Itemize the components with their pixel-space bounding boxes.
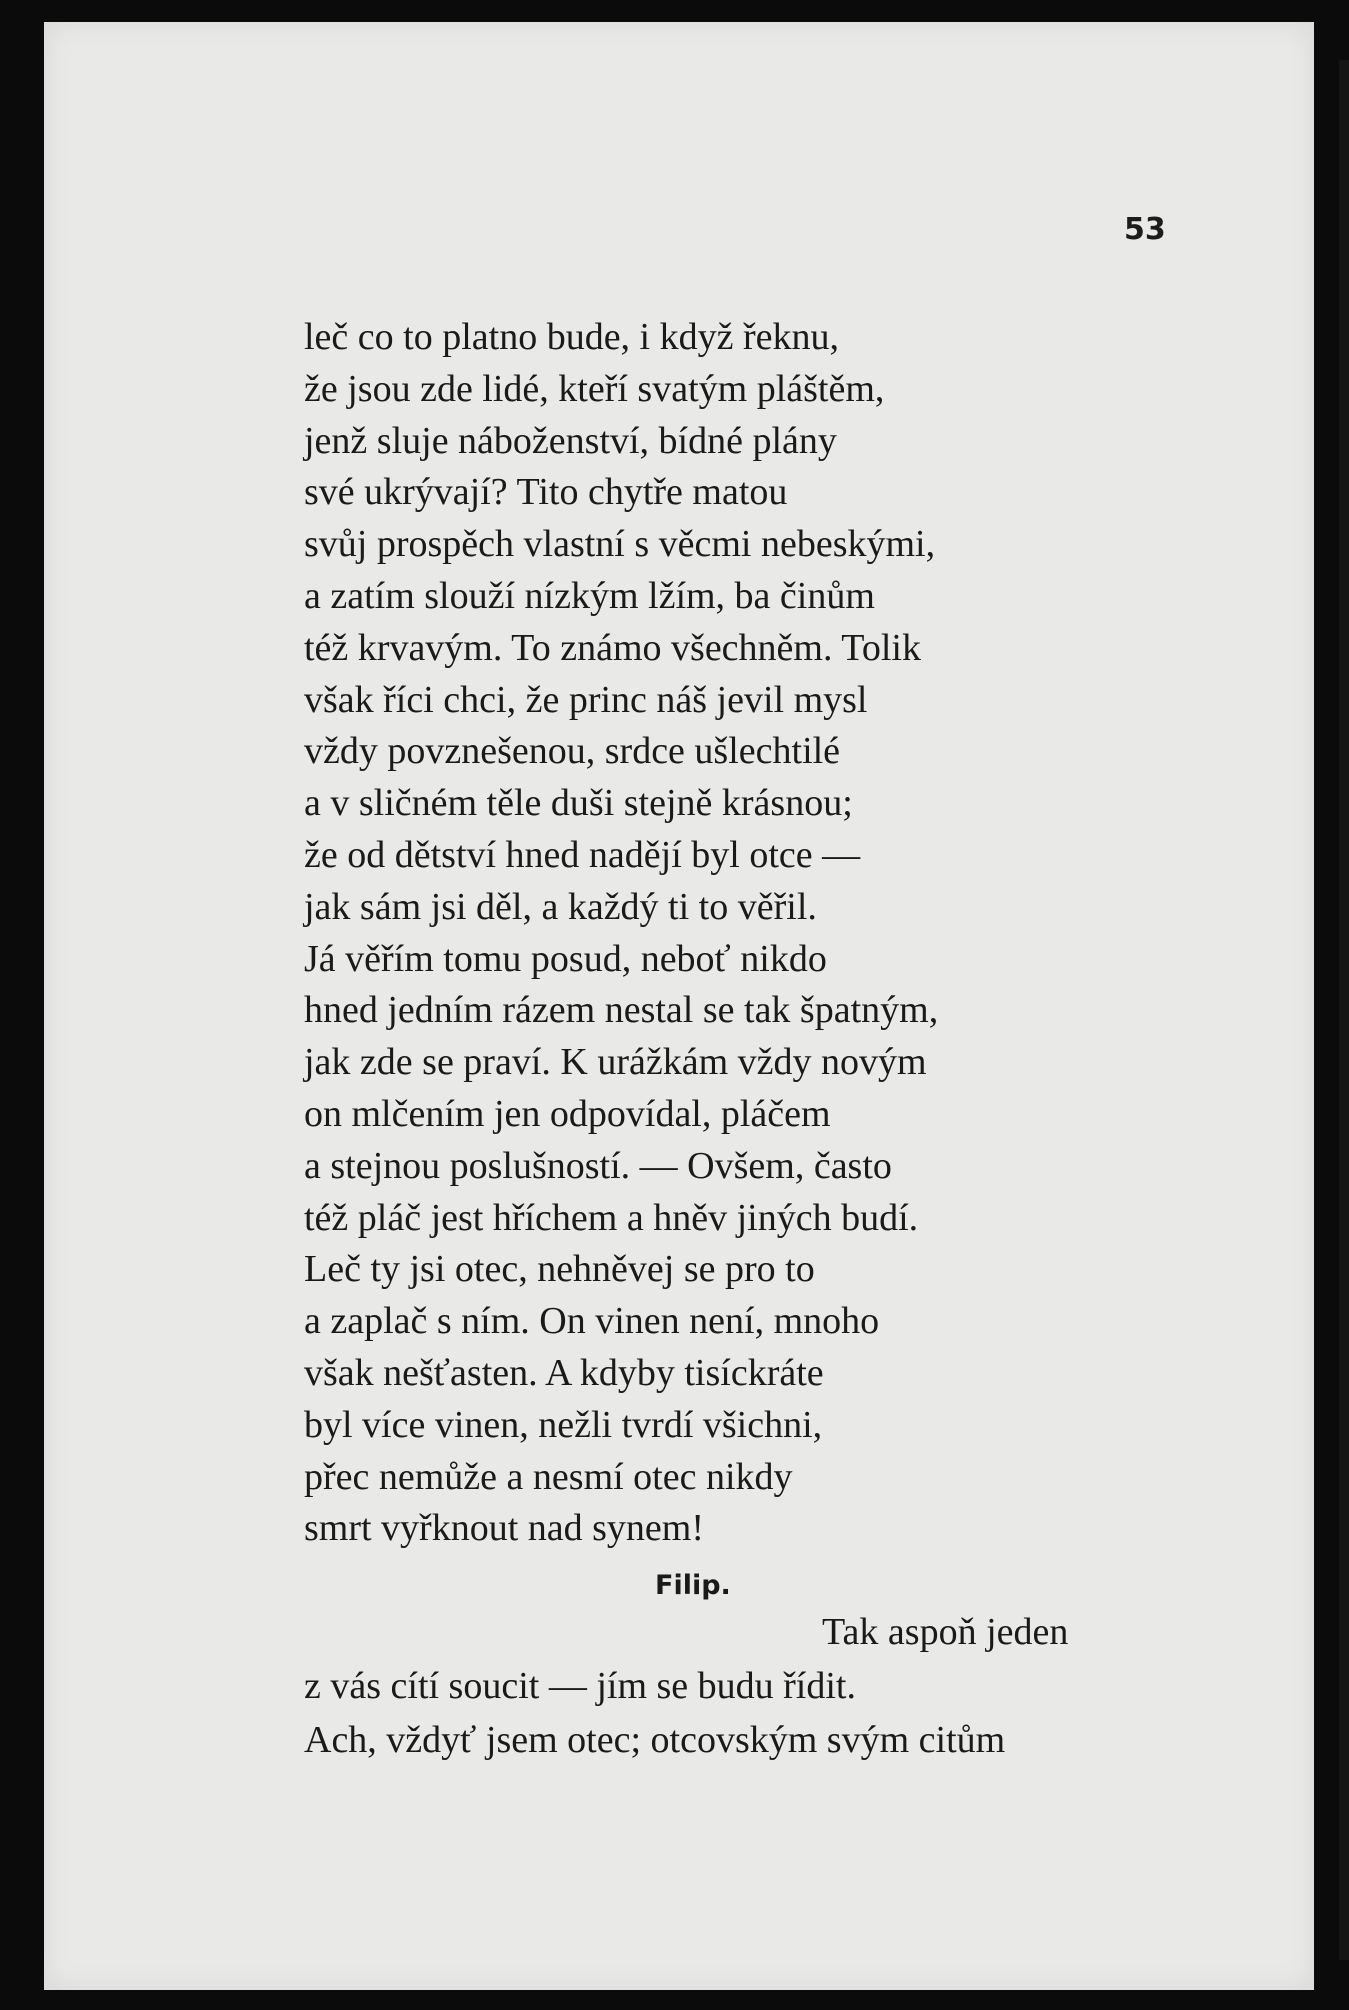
verse-line: jenž sluje náboženství, bídné plány	[304, 419, 837, 462]
verse-block	[304, 312, 938, 1555]
verse-line: jak sám jsi děl, a každý ti to věřil.	[304, 885, 817, 928]
verse-line: Leč ty jsi otec, nehněvej se pro to	[304, 1248, 815, 1291]
page-number: 53	[1124, 212, 1166, 247]
reply-block	[304, 1605, 1068, 1767]
verse-line: své ukrývají? Tito chytře matou	[304, 471, 788, 514]
verse-line: též pláč jest hříchem a hněv jiných budí.	[304, 1196, 919, 1239]
page-edge-shadow	[1339, 60, 1349, 1960]
verse-line: leč co to platno bude, i když řeknu,	[304, 316, 840, 358]
verse-line: smrt vyřknout nad synem!	[304, 1507, 705, 1550]
verse-line: však nešťasten. A kdyby tisíckráte	[304, 1351, 824, 1394]
verse-line: hned jedním rázem nestal se tak špatným,	[304, 989, 939, 1032]
verse-line: byl více vinen, nežli tvrdí všichni,	[304, 1403, 823, 1446]
verse-line: a v sličném těle duši stejně krásnou;	[304, 782, 853, 825]
verse-line: a zaplač s ním. On vinen není, mnoho	[304, 1300, 880, 1343]
verse-line: svůj prospěch vlastní s věcmi nebeskými,	[304, 523, 936, 566]
verse-line: jak zde se praví. K urážkám vždy novým	[304, 1041, 927, 1084]
reply-line: z vás cítí soucit — jím se budu řídit.	[304, 1665, 856, 1707]
verse-line: však říci chci, že princ náš jevil mysl	[304, 678, 868, 721]
reply-line: Tak aspoň jeden	[822, 1611, 1069, 1653]
verse-line: Já věřím tomu posud, neboť nikdo	[304, 937, 827, 980]
verse-line: a stejnou poslušností. — Ovšem, často	[304, 1144, 892, 1187]
verse-line: on mlčením jen odpovídal, pláčem	[304, 1092, 831, 1135]
verse-line: že jsou zde lidé, kteří svatým pláštěm,	[304, 367, 885, 410]
speaker-name: Filip.	[655, 1570, 731, 1601]
verse-line: přec nemůže a nesmí otec nikdy	[304, 1455, 793, 1498]
book-page	[44, 22, 1314, 1990]
verse-line: vždy povznešenou, srdce ušlechtilé	[304, 730, 841, 773]
verse-line: a zatím slouží nízkým lžím, ba činům	[304, 574, 875, 617]
reply-line: Ach, vždyť jsem otec; otcovským svým citům	[304, 1719, 1006, 1761]
verse-line: též krvavým. To známo všechněm. Tolik	[304, 626, 921, 669]
verse-line: že od dětství hned nadějí byl otce —	[304, 833, 861, 876]
